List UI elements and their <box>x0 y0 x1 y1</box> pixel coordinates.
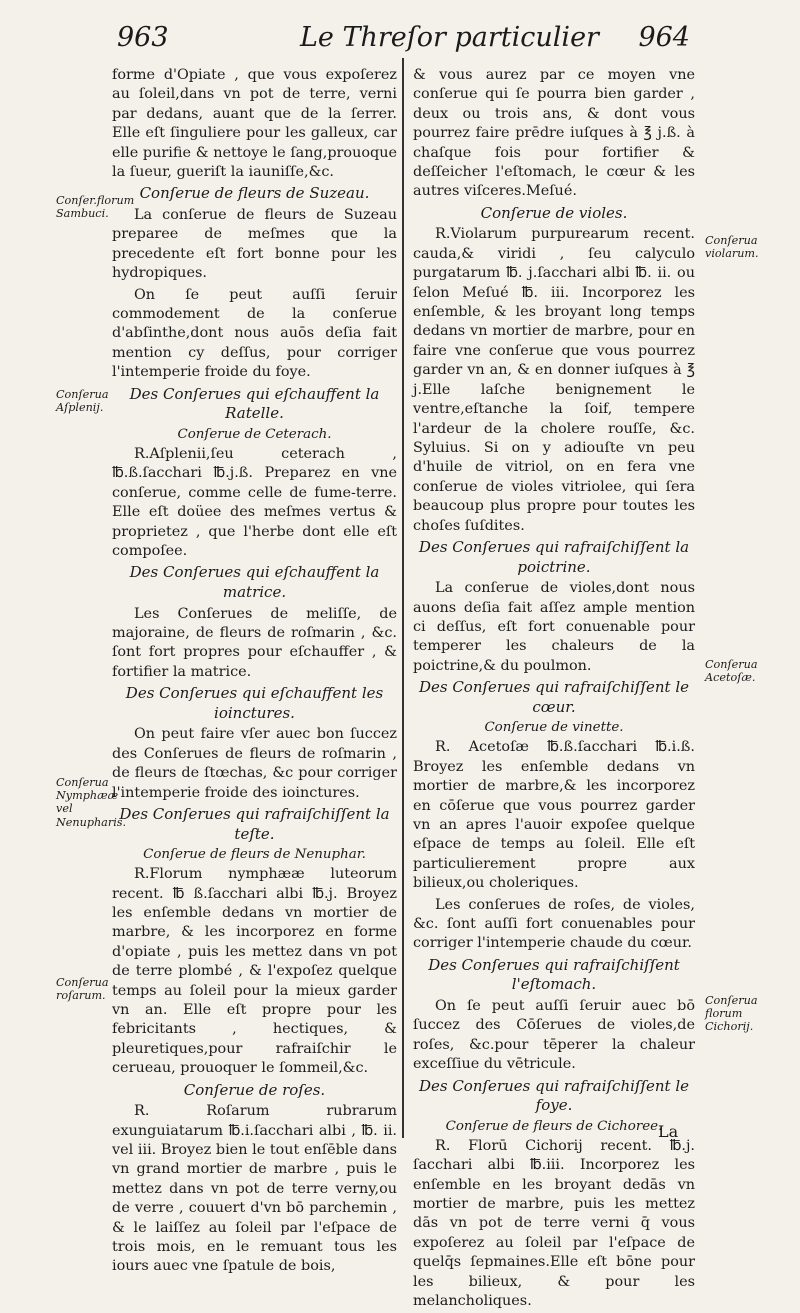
subsection-heading: Conſerue de vinette. <box>484 720 624 736</box>
paragraph: R. Acetoſæ ℔.ß.ſacchari ℔.i.ß. Broyez les enſemble dedans vn mortier de marbre,& les incorporez en cōſerue que vous pourrez garder vn an apres l'auoir expoſee quelque eſpace de temps au ſoleil. Elle eſt particulierement propre aux bilieux,ou choleriques. <box>413 739 695 892</box>
subsection-heading: Conſerue de Ceterach. <box>177 426 332 442</box>
margin-note-violarum: Conſerua violarum. <box>705 234 759 261</box>
margin-note-sambuci: Conſer.florum Sambuci. <box>56 194 135 221</box>
page-number-left: 963 <box>117 22 169 53</box>
section-heading: Conſerue de fleurs de Suzeau. <box>139 184 370 203</box>
section-heading: Des Conſerues qui rafraiſchiſſent le foye. <box>418 1076 690 1115</box>
paragraph: R. Florū Cichorij recent. ℔.j. ſacchari albi ℔.iii. Incorporez les enſemble en les broyant dedās vn mortier de marbre, puis les mettez dās vn pot de terre verni q̄ vous expoſerez au ſoleil par l'eſpace de quelq̄s ſepmaines.Elle eſt bōne pour les bilieux, & pour les melancholiques. <box>413 1137 695 1310</box>
margin-note-asplenij: Conſerua Aſplenij. <box>56 388 109 415</box>
section-heading: Des Conſerues qui eſchauffent la matrice. <box>129 563 380 601</box>
section-heading: Des Conſerues qui eſchauffent la Ratelle. <box>129 384 380 423</box>
section-heading: Conſerue de roſes. <box>183 1080 326 1099</box>
section-heading: Des Conſerues qui rafraiſchiſſent le cœur. <box>418 678 690 716</box>
section-heading: Des Conſerues qui rafraiſchiſſent la poictrine. <box>418 537 690 576</box>
paragraph: La conſerue de violes,dont nous auons deſia fait aſſez ample mention ci deſſus, eſt fort conuenable pour temperer les chaleurs de la poictrine,& du poulmon. <box>413 580 695 674</box>
paragraph: forme d'Opiate , que vous expoſerez au ſoleil,dans vn pot de terre, verni par dedans, auant que de la ſerrer. Elle eſt ſinguliere pour les galleux, car elle purifie & nettoye le ſang,prouoque la ſueur, gueriſt la iauniſſe,&c. <box>112 67 397 181</box>
running-title: Le Threſor particulier <box>300 22 599 53</box>
paragraph: On ſe peut auſſi ſeruir auec bō ſuccez des Cōſerues de violes,de roſes, &c.pour tēperer la chaleur exceſſiue du vētricule. <box>413 998 695 1073</box>
paragraph: La conſerue de fleurs de Suzeau preparee de meſmes que la precedente eſt fort bonne pour les hydropiques. <box>112 207 397 282</box>
subsection-heading: Conſerue de fleurs de Cichoree. <box>445 1118 663 1134</box>
margin-note-rosarum: Conſerua roſarum. <box>56 976 109 1003</box>
paragraph: Les Conſerues de meliſſe, de majoraine, de fleurs de roſmarin , &c. ſont fort propres pour eſchauffer , & fortifier la matrice. <box>112 605 397 680</box>
paragraph: R.Florum nymphææ luteorum recent. ℔ ß.ſacchari albi ℔.j. Broyez les enſemble dedans vn mortier de marbre, & les incorporez en forme d'opiate , puis les mettez dans vn pot de terre plombé , & l'expoſez quelque temps au ſoleil pour la mieux garder vn an. Elle eſt propre pour les febricitants , hectiques, & pleuretiques,pour rafraiſchir le cerueau, prouoquer le ſommeil,&c. <box>112 866 397 1077</box>
subsection-heading: Conſerue de fleurs de Nenuphar. <box>143 847 366 863</box>
catchword: La <box>658 1122 679 1141</box>
right-column <box>413 66 695 1313</box>
margin-note-nymphaeae: Conſerua Nymphææ vel Nenupharis. <box>56 776 127 829</box>
left-column <box>112 66 397 1279</box>
paragraph: Les conſerues de roſes, de violes, &c. ſont auſſi fort conuenables pour corriger l'intemperie chaude du cœur. <box>413 896 695 952</box>
section-heading: Des Conſerues qui rafraiſchiſſent l'eſtomach. <box>428 955 680 994</box>
page-number-right: 964 <box>638 22 690 53</box>
paragraph: On peut faire vſer auec bon ſuccez des Conſerues de fleurs de roſmarin , de fleurs de ſtœchas, &c pour corriger l'intemperie froide des ioinctures. <box>112 726 397 801</box>
margin-note-cichorij: Conſerua florum Cichorij. <box>705 994 758 1034</box>
margin-note-acetosae: Conſerua Acetoſæ. <box>705 658 758 685</box>
section-heading: Des Conſerues qui eſchauffent les ioinctures. <box>125 684 384 722</box>
section-heading: Conſerue de violes. <box>480 203 628 222</box>
paragraph: On ſe peut auſſi ſeruir commodement de la conſerue d'abſinthe,dont nous auōs deſia fait mention cy deſſus, pour corriger l'intemperie froide du foye. <box>112 286 397 381</box>
column-divider <box>402 58 404 1138</box>
paragraph: & vous aurez par ce moyen vne conſerue qui ſe pourra bien garder , deux ou trois ans, & dont vous pourrez faire prēdre iuſques à ℥ j.ß. à chaſque fois pour fortifier & deſſeicher l'eſtomach, le cœur & les autres viſceres.Meſué. <box>413 67 695 200</box>
paragraph: R.Aſplenii,ſeu ceterach , ℔.ß.ſacchari ℔.j.ß. Preparez en vne conſerue, comme celle de fume-terre. Elle eſt doüee des meſmes vertus & proprietez , que l'herbe dont elle eſt compoſee. <box>112 445 397 559</box>
paragraph: R.Violarum purpurearum recent. cauda,& viridi , ſeu calyculo purgatarum ℔. j.ſacchari albi ℔. ii. ou ſelon Meſué ℔. iii. Incorporez les enſemble, & les broyant long temps dedans vn mortier de marbre, pour en faire vne conſerue que vous pourrez garder vn an, & en donner iuſques à ℥ j.Elle laſche benignement le ventre,eſtanche la ſoif, tempere l'ardeur de la cholere rouſſe, &c. Syluius. Si on y adiouſte vn peu d'huile de vitriol, on en fera vne conſerue de violes vitriolee, qui ſera beaucoup plus propre pour toutes les choſes ſuſdites. <box>413 226 695 534</box>
section-heading: Des Conſerues qui rafraiſchiſſent la teſte. <box>119 804 390 843</box>
paragraph: R. Roſarum rubrarum exunguiatarum ℔.i.ſacchari albi , ℔. ii. vel iii. Broyez bien le tout enſēble dans vn grand mortier de marbre , puis le mettez dans vn pot de terre verny,ou de verre , couuert d'vn bō parchemin , & le laiſſez au ſoleil par l'eſpace de trois mois, en le remuant tous les iours auec vne ſpatule de bois, <box>112 1103 397 1275</box>
